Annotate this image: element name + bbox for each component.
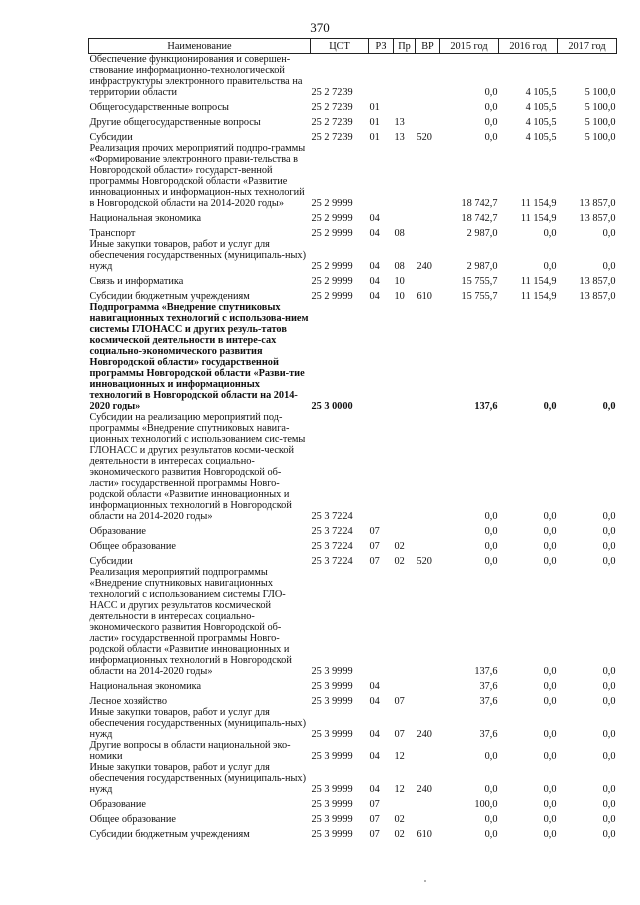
cell-y2016: 0,0 (543, 751, 557, 762)
cell-y2017: 13 857,0 (579, 276, 616, 287)
cell-rz: 04 (369, 681, 380, 692)
cell-pr (394, 522, 416, 537)
cell-name: Подпрограмма «Внедрение спутниковых навигационных технологий с использова-нием системы ГЛОНАСС и других резуль-татов космической деятельности в интере-сах социально-экономического развития Новгородской области» государственной программы Новгородской области «Разви-тие инновационных и информационных технологий в Новгородской области на 2014-2020 годы» (89, 302, 309, 412)
cell-vr (416, 209, 440, 224)
cell-rz (369, 143, 394, 209)
table-row (89, 825, 617, 840)
cell-pr (394, 795, 416, 810)
cell-vr (416, 143, 440, 209)
cell-y2015: 18 742,7 (461, 198, 498, 209)
cell-name: Субсидии (89, 132, 133, 143)
table-row (89, 113, 617, 128)
cell-y2017: 0,0 (602, 261, 616, 272)
header-vr: ВР (416, 39, 440, 54)
cell-rz: 07 (369, 526, 380, 537)
cell-name: Субсидии (89, 556, 133, 567)
cell-name: Другие общегосударственные вопросы (89, 117, 261, 128)
cell-y2015: 0,0 (484, 132, 498, 143)
cell-name: Реализация мероприятий подпрограммы «Внедрение спутниковых навигационных технологий с использованием системы ГЛО-НАСС и других результатов космической деятельности в интересах социально-экономического развития Новгородской об-ласти» государственной программы Новго-родской области «Развитие инновационных и информационных технологий в Новгородской области на 2014-2020 годы» (89, 567, 292, 677)
cell-pr: 07 (394, 729, 405, 740)
cell-pr: 02 (394, 814, 405, 825)
cell-rz (369, 412, 394, 522)
cell-vr (416, 98, 440, 113)
table-row (89, 412, 617, 522)
cell-y2015: 37,6 (479, 681, 498, 692)
cell-pr: 13 (394, 132, 405, 143)
cell-y2016: 0,0 (543, 681, 557, 692)
cell-cst: 25 3 9999 (311, 799, 353, 810)
cell-vr (416, 677, 440, 692)
budget-table (88, 38, 617, 840)
table-row (89, 302, 617, 412)
cell-name: Реализация прочих мероприятий подпро-граммы «Формирование электронного прави-тельства в Новгородской области» государст-венной программы Новгородской области «Развитие инновационных и информацион-ных технологий в Новгородской области на 2014-2020 годы» (89, 143, 306, 209)
cell-pr (394, 567, 416, 677)
cell-y2015: 0,0 (484, 117, 498, 128)
cell-y2017: 5 100,0 (584, 132, 616, 143)
cell-y2017: 0,0 (602, 681, 616, 692)
cell-y2017: 0,0 (602, 814, 616, 825)
cell-name: Субсидии бюджетным учреждениям (89, 291, 250, 302)
cell-cst: 25 3 9999 (311, 784, 353, 795)
table-row (89, 537, 617, 552)
cell-name: Иные закупки товаров, работ и услуг для обеспечения государственных (муниципаль-ных) нужд (89, 707, 306, 740)
cell-rz: 04 (369, 261, 380, 272)
cell-y2016: 11 154,9 (520, 198, 557, 209)
cell-y2016: 4 105,5 (525, 87, 557, 98)
table-row (89, 795, 617, 810)
cell-y2016: 0,0 (543, 829, 557, 840)
cell-vr: 610 (416, 829, 432, 840)
header-rz: РЗ (369, 39, 394, 54)
cell-y2016: 0,0 (543, 541, 557, 552)
cell-y2017: 5 100,0 (584, 102, 616, 113)
cell-cst: 25 2 7239 (311, 132, 353, 143)
table-row (89, 239, 617, 272)
cell-y2017: 0,0 (602, 511, 616, 522)
cell-cst: 25 3 9999 (311, 751, 353, 762)
cell-y2015: 137,6 (474, 401, 498, 412)
cell-rz: 01 (369, 102, 380, 113)
cell-vr (416, 740, 440, 762)
cell-cst: 25 2 9999 (311, 213, 353, 224)
cell-y2015: 137,6 (474, 666, 498, 677)
cell-cst: 25 3 9999 (311, 681, 353, 692)
cell-pr (394, 54, 416, 99)
cell-cst: 25 2 7239 (311, 87, 353, 98)
table-row (89, 128, 617, 143)
cell-y2017: 13 857,0 (579, 213, 616, 224)
cell-pr: 12 (394, 784, 405, 795)
cell-name: Иные закупки товаров, работ и услуг для обеспечения государственных (муниципаль-ных) нужд (89, 762, 306, 795)
table-row (89, 552, 617, 567)
table-row (89, 567, 617, 677)
cell-y2017: 0,0 (602, 829, 616, 840)
cell-y2017: 5 100,0 (584, 117, 616, 128)
cell-name: Транспорт (89, 228, 136, 239)
cell-vr (416, 522, 440, 537)
cell-pr: 07 (394, 696, 405, 707)
cell-y2016: 0,0 (543, 511, 557, 522)
cell-y2017: 13 857,0 (579, 198, 616, 209)
cell-pr (394, 98, 416, 113)
cell-y2015: 15 755,7 (461, 291, 498, 302)
scan-speck (424, 880, 426, 882)
cell-y2016: 11 154,9 (520, 276, 557, 287)
cell-y2016: 0,0 (543, 526, 557, 537)
cell-cst: 25 2 9999 (311, 261, 353, 272)
table-row (89, 762, 617, 795)
cell-y2017: 0,0 (602, 401, 616, 412)
table-row (89, 143, 617, 209)
cell-cst: 25 2 9999 (311, 291, 353, 302)
cell-rz: 01 (369, 117, 380, 128)
cell-pr: 13 (394, 117, 405, 128)
cell-y2016: 0,0 (543, 666, 557, 677)
cell-rz: 04 (369, 696, 380, 707)
cell-vr (416, 302, 440, 412)
cell-y2016: 0,0 (543, 401, 557, 412)
cell-name: Образование (89, 526, 146, 537)
cell-pr: 10 (394, 291, 405, 302)
table-row (89, 54, 617, 99)
cell-pr (394, 412, 416, 522)
cell-vr (416, 54, 440, 99)
cell-y2017: 0,0 (602, 799, 616, 810)
cell-cst: 25 3 9999 (311, 814, 353, 825)
page-number: 370 (310, 20, 330, 35)
cell-name: Общее образование (89, 814, 176, 825)
cell-cst: 25 2 7239 (311, 102, 353, 113)
cell-y2016: 4 105,5 (525, 117, 557, 128)
table-row (89, 522, 617, 537)
cell-vr: 520 (416, 556, 432, 567)
cell-y2016: 11 154,9 (520, 291, 557, 302)
table-header-row (89, 39, 617, 54)
cell-y2015: 2 987,0 (466, 228, 498, 239)
cell-rz (369, 54, 394, 99)
cell-y2015: 2 987,0 (466, 261, 498, 272)
table-row (89, 98, 617, 113)
cell-cst: 25 3 0000 (311, 401, 353, 412)
cell-rz: 04 (369, 228, 380, 239)
cell-y2016: 0,0 (543, 556, 557, 567)
cell-vr (416, 272, 440, 287)
cell-vr (416, 567, 440, 677)
cell-rz: 04 (369, 276, 380, 287)
cell-rz: 04 (369, 784, 380, 795)
cell-y2015: 0,0 (484, 541, 498, 552)
cell-cst: 25 2 9999 (311, 228, 353, 239)
table-row (89, 287, 617, 302)
cell-cst: 25 3 9999 (311, 729, 353, 740)
cell-y2015: 0,0 (484, 814, 498, 825)
header-cst: ЦСТ (311, 39, 369, 54)
cell-pr (394, 143, 416, 209)
cell-y2017: 0,0 (602, 729, 616, 740)
cell-pr: 08 (394, 261, 405, 272)
cell-vr (416, 692, 440, 707)
cell-rz: 04 (369, 213, 380, 224)
cell-vr: 610 (416, 291, 432, 302)
header-pr: Пр (394, 39, 416, 54)
cell-y2017: 0,0 (602, 696, 616, 707)
cell-y2015: 0,0 (484, 751, 498, 762)
cell-y2017: 0,0 (602, 556, 616, 567)
cell-pr: 12 (394, 751, 405, 762)
cell-rz (369, 567, 394, 677)
cell-y2015: 18 742,7 (461, 213, 498, 224)
cell-y2015: 37,6 (479, 696, 498, 707)
cell-vr: 240 (416, 784, 432, 795)
cell-pr: 02 (394, 829, 405, 840)
cell-name: Лесное хозяйство (89, 696, 167, 707)
cell-y2017: 5 100,0 (584, 87, 616, 98)
cell-y2015: 0,0 (484, 511, 498, 522)
cell-y2015: 0,0 (484, 526, 498, 537)
cell-y2015: 0,0 (484, 784, 498, 795)
cell-y2015: 37,6 (479, 729, 498, 740)
cell-pr: 02 (394, 541, 405, 552)
cell-pr (394, 302, 416, 412)
cell-pr: 08 (394, 228, 405, 239)
cell-name: Национальная экономика (89, 681, 202, 692)
cell-y2017: 0,0 (602, 541, 616, 552)
cell-rz: 07 (369, 829, 380, 840)
cell-name: Общее образование (89, 541, 176, 552)
cell-y2015: 15 755,7 (461, 276, 498, 287)
cell-vr (416, 810, 440, 825)
table-row (89, 209, 617, 224)
cell-cst: 25 3 9999 (311, 696, 353, 707)
table-row (89, 810, 617, 825)
cell-name: Иные закупки товаров, работ и услуг для обеспечения государственных (муниципаль-ных) нужд (89, 239, 306, 272)
cell-rz: 04 (369, 291, 380, 302)
cell-y2016: 0,0 (543, 261, 557, 272)
cell-y2015: 0,0 (484, 829, 498, 840)
cell-name: Национальная экономика (89, 213, 202, 224)
cell-y2016: 0,0 (543, 729, 557, 740)
cell-name: Субсидии бюджетным учреждениям (89, 829, 250, 840)
cell-rz: 04 (369, 729, 380, 740)
cell-pr (394, 677, 416, 692)
header-2016: 2016 год (499, 39, 558, 54)
cell-y2016: 0,0 (543, 696, 557, 707)
cell-y2017: 0,0 (602, 228, 616, 239)
cell-cst: 25 3 9999 (311, 666, 353, 677)
table-row (89, 677, 617, 692)
cell-cst: 25 2 9999 (311, 276, 353, 287)
cell-y2017: 0,0 (602, 666, 616, 677)
header-2015: 2015 год (440, 39, 499, 54)
cell-cst: 25 2 9999 (311, 198, 353, 209)
cell-name: Обеспечение функционирования и совершен-ствование информационно-технологической инфраструктуры электронного правительства на территории области (89, 54, 303, 98)
header-name: Наименование (89, 39, 311, 54)
cell-name: Образование (89, 799, 146, 810)
cell-y2015: 0,0 (484, 556, 498, 567)
cell-y2017: 0,0 (602, 526, 616, 537)
cell-vr: 240 (416, 729, 432, 740)
cell-y2015: 0,0 (484, 102, 498, 113)
cell-name: Субсидии на реализацию мероприятий под-программы «Внедрение спутниковых навига-ционных технологий с использованием сис-темы ГЛОНАСС и других результатов косми-ческой деятельности в интересах социально-экономического развития Новгородской об-ласти» государственной программы Новго-родской области «Развитие инновационных и информационных технологий в Новгородской области на 2014-2020 годы» (89, 412, 306, 522)
cell-rz: 04 (369, 751, 380, 762)
cell-y2016: 0,0 (543, 784, 557, 795)
cell-cst: 25 2 7239 (311, 117, 353, 128)
cell-rz (369, 302, 394, 412)
table-row (89, 272, 617, 287)
table-body (89, 54, 617, 841)
cell-rz: 07 (369, 541, 380, 552)
cell-rz: 07 (369, 799, 380, 810)
cell-y2017: 0,0 (602, 784, 616, 795)
cell-rz: 07 (369, 556, 380, 567)
cell-pr: 02 (394, 556, 405, 567)
cell-y2015: 100,0 (474, 799, 498, 810)
cell-y2015: 0,0 (484, 87, 498, 98)
cell-y2016: 0,0 (543, 228, 557, 239)
cell-y2016: 11 154,9 (520, 213, 557, 224)
cell-pr (394, 209, 416, 224)
cell-vr: 520 (416, 132, 432, 143)
cell-y2016: 4 105,5 (525, 132, 557, 143)
cell-cst: 25 3 7224 (311, 511, 353, 522)
cell-cst: 25 3 7224 (311, 541, 353, 552)
cell-vr (416, 224, 440, 239)
cell-cst: 25 3 9999 (311, 829, 353, 840)
cell-y2016: 0,0 (543, 814, 557, 825)
cell-y2016: 0,0 (543, 799, 557, 810)
cell-vr: 240 (416, 261, 432, 272)
cell-y2017: 0,0 (602, 751, 616, 762)
table-row (89, 692, 617, 707)
cell-rz: 07 (369, 814, 380, 825)
cell-pr: 10 (394, 276, 405, 287)
header-2017: 2017 год (558, 39, 617, 54)
cell-y2016: 4 105,5 (525, 102, 557, 113)
cell-vr (416, 537, 440, 552)
table-row (89, 740, 617, 762)
cell-name: Связь и информатика (89, 276, 184, 287)
cell-cst: 25 3 7224 (311, 526, 353, 537)
cell-vr (416, 412, 440, 522)
cell-name: Общегосударственные вопросы (89, 102, 229, 113)
cell-cst: 25 3 7224 (311, 556, 353, 567)
table-row (89, 224, 617, 239)
table-row (89, 707, 617, 740)
cell-y2017: 13 857,0 (579, 291, 616, 302)
cell-vr (416, 113, 440, 128)
cell-rz: 01 (369, 132, 380, 143)
cell-name: Другие вопросы в области национальной эко-номики (89, 740, 291, 762)
cell-vr (416, 795, 440, 810)
